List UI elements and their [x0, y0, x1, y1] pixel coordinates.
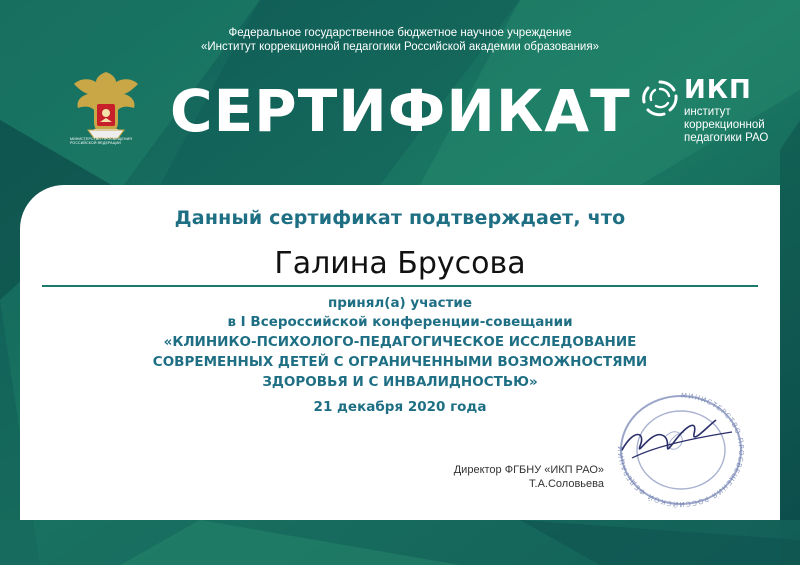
recipient-name: Галина Брусова [274, 246, 526, 281]
ikp-subtitle-line: институт [684, 106, 731, 118]
official-seal-icon [612, 388, 750, 514]
signatory-name: Т.А.Соловьева [529, 478, 604, 490]
signatory-position: Директор ФГБНУ «ИКП РАО» [453, 464, 604, 476]
ikp-logo-icon [640, 78, 680, 118]
seal-text: МИНИСТЕРСТВО ПРОСВЕЩЕНИЯ РОССИЙСКОЙ ФЕДЕРАЦИИ [616, 391, 746, 509]
header-institution-type: Федеральное государственное бюджетное научное учреждение [228, 27, 572, 39]
conference-title-line: СОВРЕМЕННЫХ ДЕТЕЙ С ОГРАНИЧЕННЫМИ ВОЗМОЖНОСТЯМИ [152, 354, 648, 370]
conference-title-line: «КЛИНИКО-ПСИХОЛОГО-ПЕДАГОГИЧЕСКОЕ ИССЛЕДОВАНИЕ [163, 334, 637, 350]
coat-of-arms-icon [66, 66, 146, 146]
conference-title-line: ЗДОРОВЬЯ И С ИНВАЛИДНОСТЬЮ» [262, 374, 538, 390]
name-underline [42, 285, 758, 287]
confirmation-text: Данный сертификат подтверждает, что [174, 207, 626, 229]
ikp-subtitle-line: коррекционной [684, 119, 765, 131]
certificate-title: СЕРТИФИКАТ [170, 77, 631, 145]
participation-line: принял(а) участие [327, 295, 473, 311]
ikp-subtitle-line: педагогики РАО [684, 132, 769, 144]
conference-line: в I Всероссийской конференции-совещании [227, 314, 573, 330]
ikp-brand: ИКП [684, 75, 752, 105]
event-date: 21 декабря 2020 года [313, 399, 487, 415]
emblem-caption: МИНИСТЕРСТВО ПРОСВЕЩЕНИЯ РОССИЙСКОЙ ФЕДЕРАЦИИ [70, 137, 132, 146]
header-institution-name: «Институт коррекционной педагогики Российской академии образования» [201, 41, 599, 53]
svg-text:МИНИСТЕРСТВО ПРОСВЕЩЕНИЯ РОССИ [617, 392, 745, 509]
